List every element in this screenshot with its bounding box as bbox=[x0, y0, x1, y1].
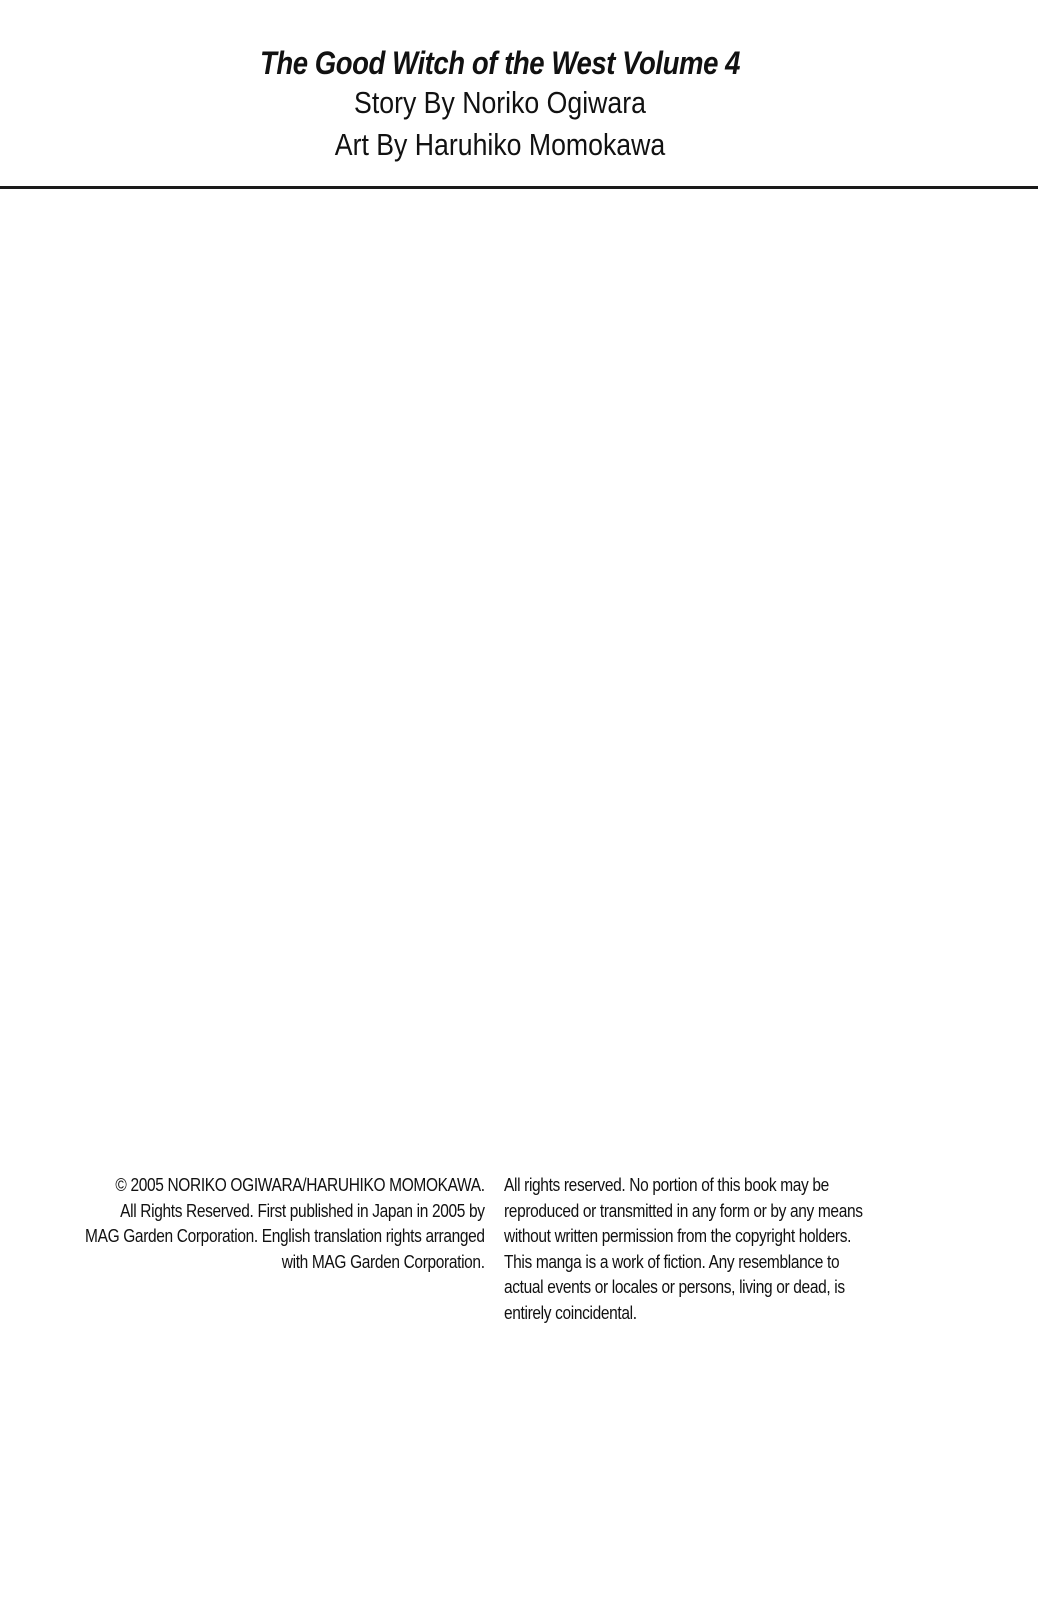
rights-line: All rights reserved. No portion of this book may be bbox=[504, 1175, 829, 1195]
horizontal-divider bbox=[0, 186, 1038, 189]
copyright-line: All Rights Reserved. First published in Japan in 2005 by bbox=[120, 1200, 485, 1221]
rights-line: actual events or locales or persons, living or dead, is bbox=[504, 1277, 845, 1297]
copyright-notice-left bbox=[20, 1173, 485, 1275]
rights-line: without written permission from the copyright holders. bbox=[504, 1226, 852, 1246]
book-title: The Good Witch of the West Volume 4 bbox=[259, 45, 741, 81]
copyright-line: with MAG Garden Corporation. bbox=[282, 1251, 485, 1272]
story-credit: Story By Noriko Ogiwara bbox=[354, 85, 646, 120]
title-block bbox=[0, 44, 1000, 166]
art-credit: Art By Haruhiko Momokawa bbox=[334, 127, 666, 162]
rights-line: reproduced or transmitted in any form or by any means bbox=[504, 1200, 863, 1221]
rights-line: entirely coincidental. bbox=[504, 1302, 637, 1323]
copyright-line: © 2005 NORIKO OGIWARA/HARUHIKO MOMOKAWA. bbox=[115, 1175, 485, 1195]
rights-line: This manga is a work of fiction. Any resemblance to bbox=[504, 1251, 840, 1272]
copyright-line: MAG Garden Corporation. English translation rights arranged bbox=[85, 1226, 485, 1246]
rights-notice-right bbox=[504, 1173, 921, 1326]
